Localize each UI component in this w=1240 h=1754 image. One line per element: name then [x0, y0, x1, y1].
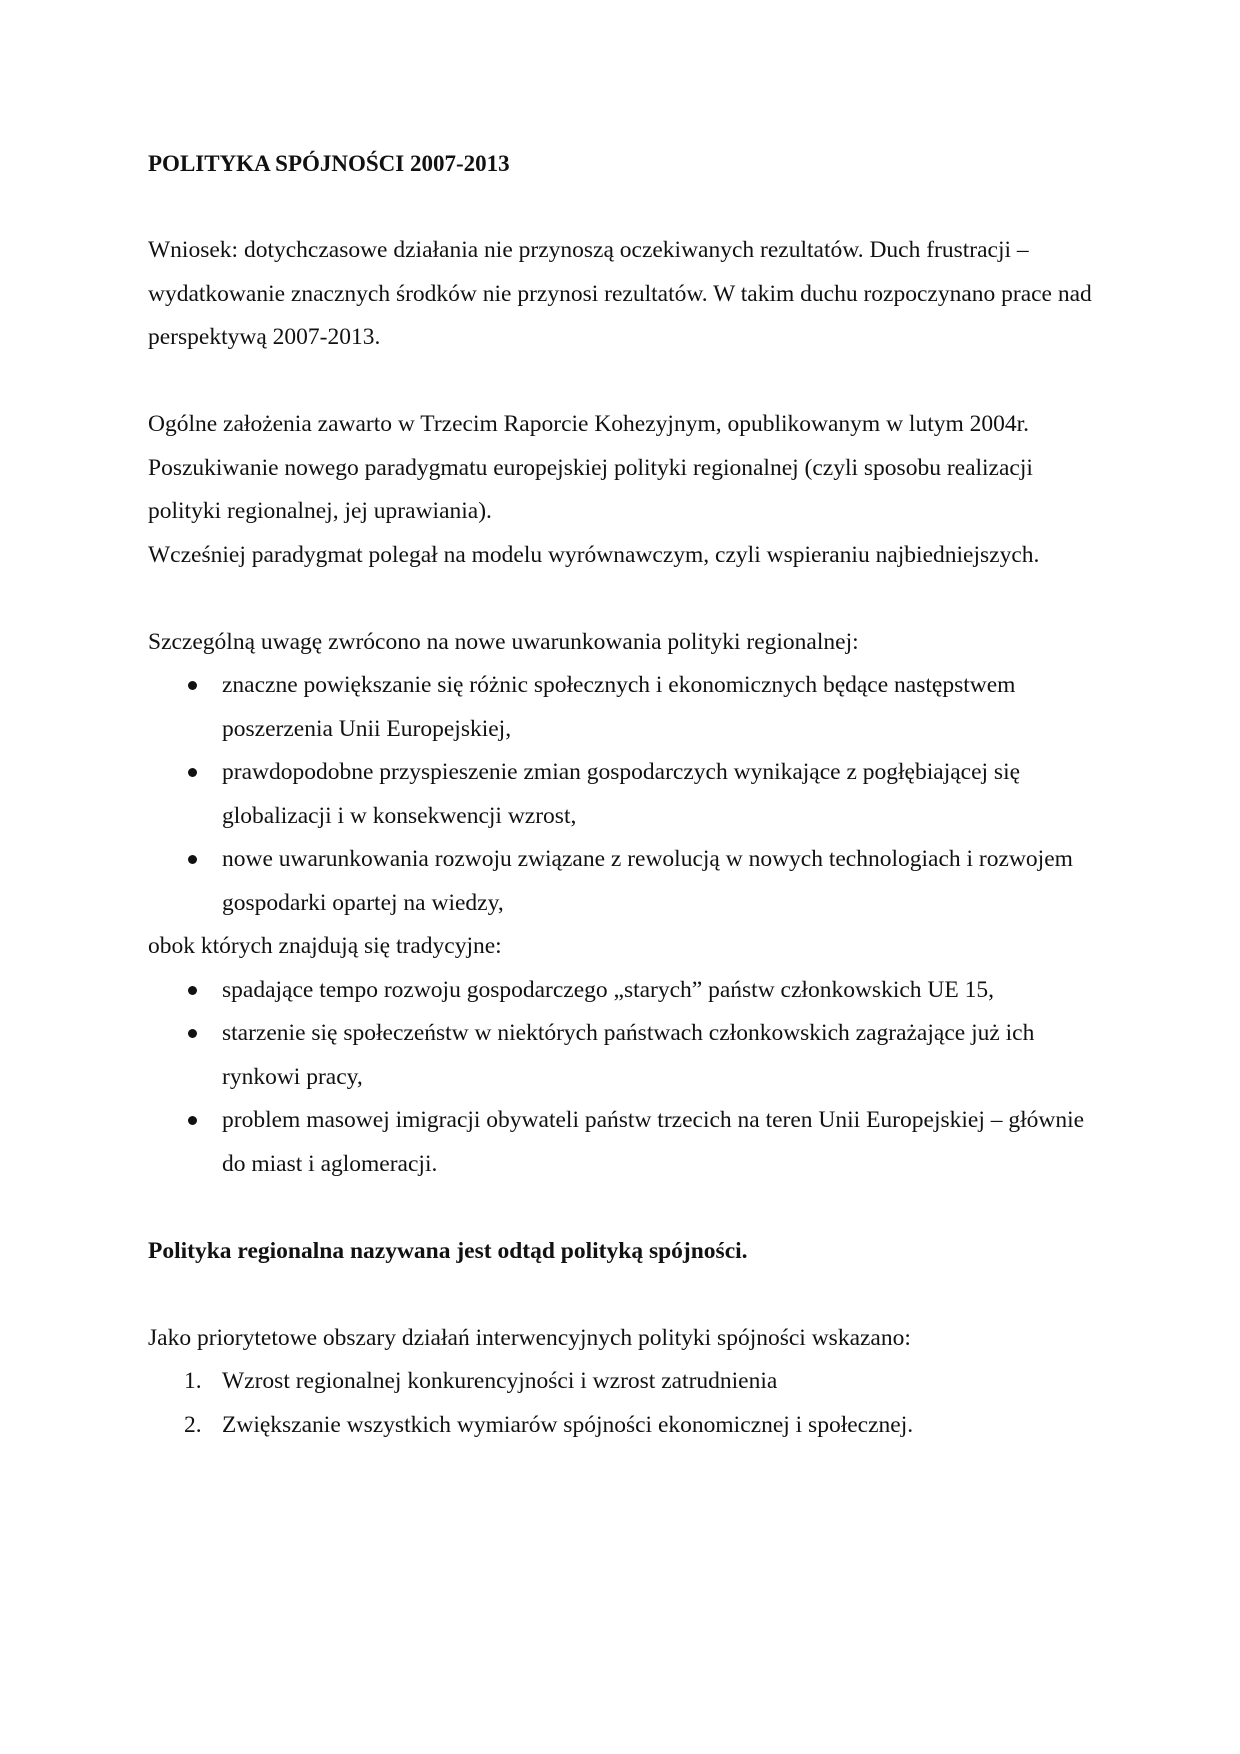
spacer — [148, 186, 1098, 230]
list-item — [148, 1099, 1098, 1186]
spacer — [148, 360, 1098, 404]
bullet-icon — [188, 681, 197, 690]
list-item-text: prawdopodobne przyspieszenie zmian gospodarczych wynikające z pogłębiającej się globalizacji i w konsekwencji wzrost, — [222, 759, 1021, 829]
bullet-icon — [188, 1116, 197, 1125]
list-item-text: starzenie się społeczeństw w niektórych państwach członkowskich zagrażające już ich rynkowi pracy, — [222, 1020, 1035, 1090]
list-item-text: problem masowej imigracji obywateli państw trzecich na teren Unii Europejskiej – głównie do miast i aglomeracji. — [222, 1107, 1085, 1177]
paragraph-priorities-intro: Jako priorytetowe obszary działań interwencyjnych polityki spójności wskazano: — [148, 1324, 911, 1351]
paragraph-new-conditions-intro: Szczególną uwagę zwrócono na nowe uwarunkowania polityki regionalnej: — [148, 628, 859, 655]
list-item-text: znaczne powiększanie się różnic społecznych i ekonomicznych będące następstwem poszerzenia Unii Europejskiej, — [222, 672, 1016, 742]
document-title: POLITYKA SPÓJNOŚCI 2007-2013 — [148, 151, 510, 176]
list-item-text: spadające tempo rozwoju gospodarczego „starych” państw członkowskich UE 15, — [222, 976, 994, 1003]
list-item-text: Wzrost regionalnej konkurencyjności i wzrost zatrudnienia — [222, 1368, 778, 1394]
list-item — [148, 751, 1098, 838]
spacer — [148, 577, 1098, 621]
list-item — [148, 664, 1098, 751]
list-item-text: nowe uwarunkowania rozwoju związane z rewolucją w nowych technologiach i rozwojem gospodarki opartej na wiedzy, — [222, 846, 1073, 916]
bold-statement: Polityka regionalna nazywana jest odtąd polityką spójności. — [148, 1237, 748, 1264]
bullet-icon — [188, 986, 197, 995]
paragraph-previous-paradigm: Wcześniej paradygmat polegał na modelu wyrównawczym, czyli wspieraniu najbiedniejszych. — [148, 541, 1040, 568]
paragraph-assumptions: Ogólne założenia zawarto w Trzecim Raporcie Kohezyjnym, opublikowanym w lutym 2004r. Poszukiwanie nowego paradygmatu europejskiej polityki regionalnej (czyli sposobu realizacji polityki regionalnej, jej uprawiania). — [148, 411, 1033, 524]
list-item-number: 1. — [184, 1368, 202, 1394]
list-item-number: 2. — [184, 1411, 202, 1438]
paragraph-conclusion: Wniosek: dotychczasowe działania nie przynoszą oczekiwanych rezultatów. Duch frustracji – wydatkowanie znacznych środków nie przynosi rezultatów. W takim duchu rozpoczynano prace nad perspektywą 2007-2013. — [148, 237, 1092, 350]
list-item — [148, 1012, 1098, 1099]
priorities-list — [148, 1360, 1098, 1447]
list-item — [148, 969, 1098, 1013]
traditional-conditions-list — [148, 969, 1098, 1187]
bullet-icon — [188, 855, 197, 864]
list-item-text: Zwiększanie wszystkich wymiarów spójności ekonomicznej i społecznej. — [222, 1411, 914, 1438]
list-item — [148, 838, 1098, 925]
bullet-icon — [188, 768, 197, 777]
document-content — [148, 142, 1098, 1447]
bullet-icon — [188, 1029, 197, 1038]
spacer — [148, 1186, 1098, 1230]
list-item — [148, 1404, 1098, 1448]
spacer — [148, 1273, 1098, 1317]
list-item — [148, 1360, 1098, 1404]
paragraph-traditional-intro: obok których znajdują się tradycyjne: — [148, 933, 502, 959]
new-conditions-list — [148, 664, 1098, 925]
